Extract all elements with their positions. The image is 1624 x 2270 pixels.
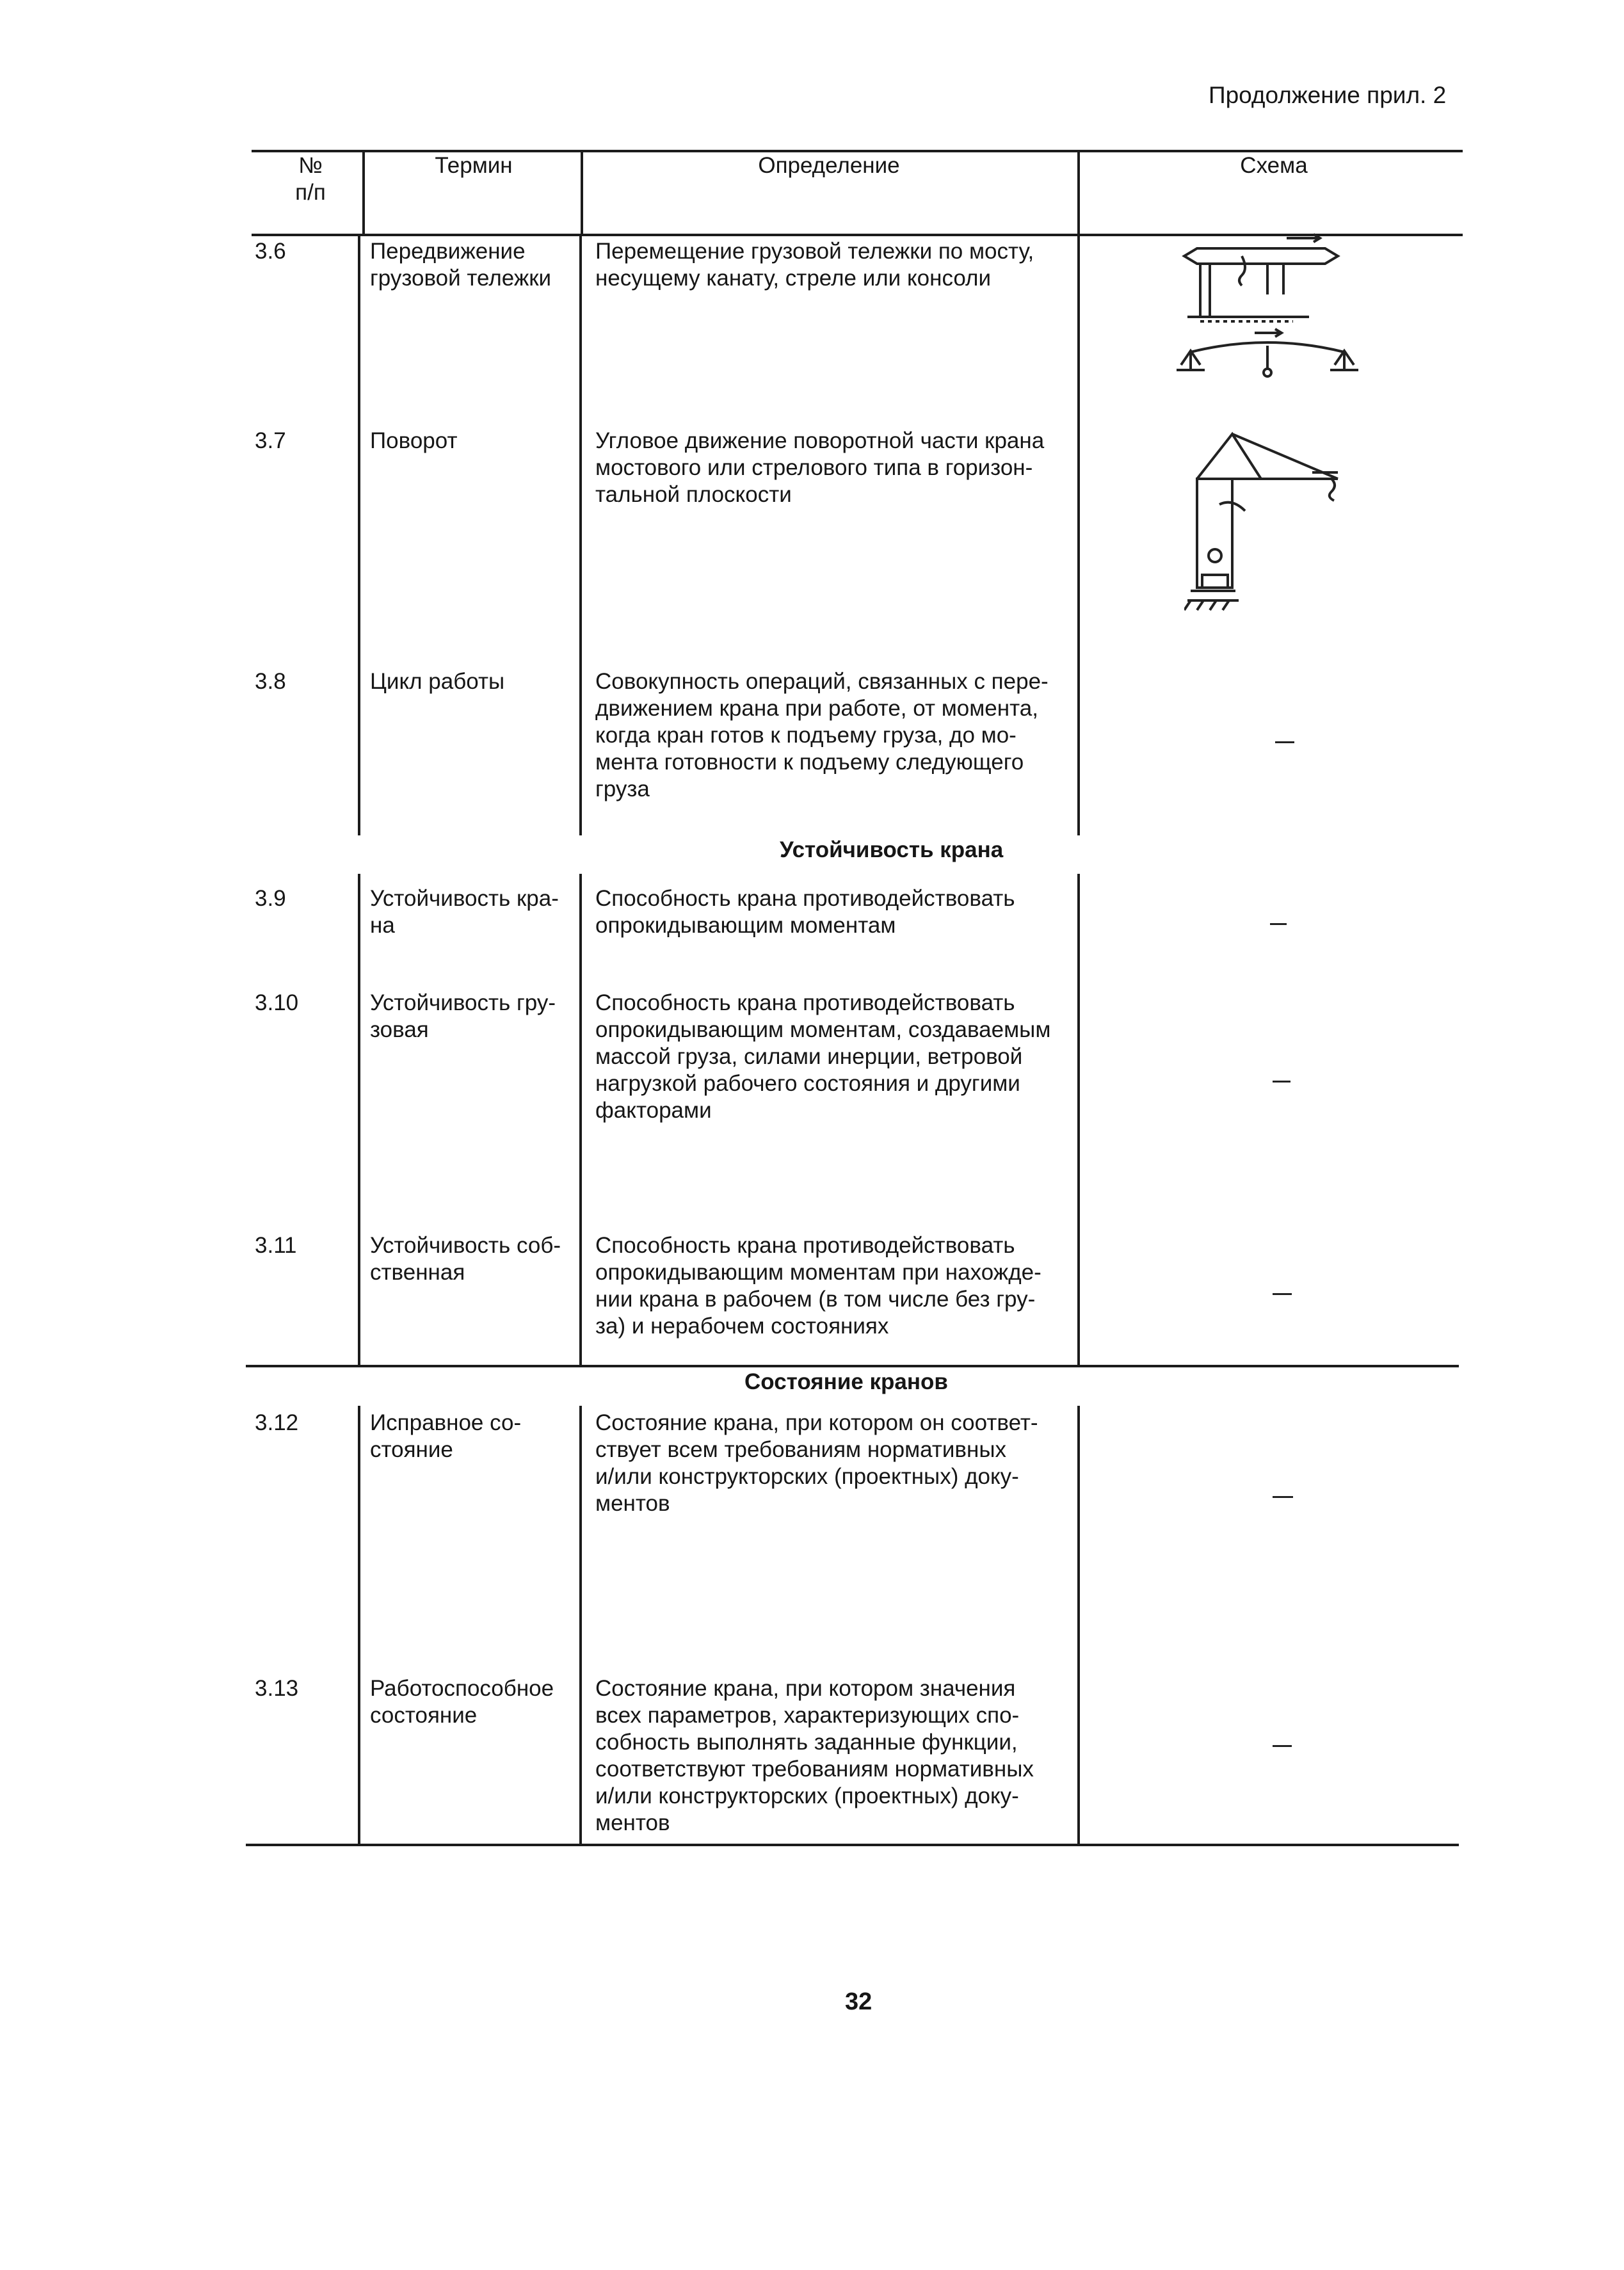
row-number: 3.13 [255,1676,299,1701]
dash-icon [1270,923,1287,925]
definition-line: груза [595,777,650,801]
definition-line: Способность крана противодействовать [595,1233,1015,1258]
col-divider [362,150,365,235]
row-term [370,885,581,939]
header-schema: Схема [1240,153,1308,178]
header-num-line1: № [298,153,323,178]
section-title-stability: Устойчивость крана [780,837,1004,862]
definition-line: Перемещение грузовой тележки по мосту, [595,239,1034,264]
term-line: Поворот [370,428,458,453]
row-definition [595,885,1095,939]
col-divider [358,874,360,1367]
definition-line: тальной плоскости [595,482,792,507]
col-divider [579,1406,582,1846]
term-line: Исправное со- [370,1410,522,1435]
row-definition [595,1675,1095,1837]
term-line: Цикл работы [370,669,505,694]
definition-line: нии крана в рабочем (в том числе без гру- [595,1287,1036,1312]
definition-line: опрокидывающим моментам при нахожде- [595,1260,1041,1285]
definition-line: и/или конструкторских (проектных) доку- [595,1464,1019,1489]
definition-line: движением крана при работе, от момента, [595,696,1038,721]
dash-icon [1273,1293,1292,1295]
definition-line: нагрузкой рабочего состояния и другими [595,1071,1020,1096]
trolley-movement-diagram-icon [1171,230,1363,384]
header-num [288,152,333,206]
row-definition [595,1410,1095,1517]
definition-line: мостового или стрелового типа в горизон- [595,455,1033,480]
term-line: состояние [370,1703,478,1728]
row-definition [595,1232,1095,1340]
term-line: Устойчивость соб- [370,1233,561,1258]
dash-icon [1275,741,1294,743]
row-term [370,1232,581,1286]
page-number: 32 [845,1988,872,2015]
header-term: Термин [435,153,513,178]
row-number: 3.8 [255,669,286,694]
definition-line: ментов [595,1491,670,1516]
col-divider [358,234,360,835]
row-number: 3.9 [255,886,286,911]
term-line: на [370,913,395,938]
dash-icon [1273,1496,1293,1498]
header-definition: Определение [758,153,900,178]
row-definition [595,238,1095,292]
col-divider [358,1406,360,1846]
term-line: стояние [370,1437,453,1462]
dash-icon [1273,1745,1292,1747]
definition-line: опрокидывающим моментам [595,913,896,938]
definition-line: за) и нерабочем состояниях [595,1314,889,1339]
col-divider [581,150,583,235]
definition-line: когда кран готов к подъему груза, до мо- [595,723,1017,748]
row-number: 3.11 [255,1233,297,1258]
term-line: Устойчивость кра- [370,886,559,911]
definition-line: ствует всем требованиям нормативных [595,1437,1007,1462]
row-definition [595,990,1095,1124]
term-line: Передвижение [370,239,526,264]
definition-line: всех параметров, характеризующих спо- [595,1703,1020,1728]
definition-line: Угловое движение поворотной части крана [595,428,1045,453]
row-number: 3.12 [255,1410,299,1435]
term-line: грузовой тележки [370,266,552,291]
row-term [370,1675,581,1729]
definition-line: опрокидывающим моментам, создаваемым [595,1017,1051,1042]
col-divider [579,874,582,1367]
row-definition [595,428,1095,508]
definition-line: факторами [595,1098,712,1123]
term-line: Устойчивость гру- [370,990,556,1015]
header-num-line2: п/п [295,180,326,205]
term-line: Работоспособное [370,1676,554,1701]
row-number: 3.10 [255,990,299,1015]
term-line: зовая [370,1017,429,1042]
definition-line: Способность крана противодействовать [595,886,1015,911]
table-bottom-rule [246,1844,1459,1846]
row-term [370,1410,581,1463]
definition-line: Состояние крана, при котором он соответ- [595,1410,1038,1435]
definition-line: Совокупность операций, связанных с пере- [595,669,1049,694]
continuation-label: Продолжение прил. 2 [1209,82,1447,108]
row-number: 3.6 [255,239,286,264]
definition-line: Способность крана противодействовать [595,990,1015,1015]
row-number: 3.7 [255,428,286,453]
definition-line: несущему канату, стреле или консоли [595,266,992,291]
definition-line: и/или конструкторских (проектных) доку- [595,1783,1019,1808]
definition-line: ментов [595,1810,670,1835]
definition-line: собность выполнять заданные функции, [595,1730,1018,1755]
definition-line: мента готовности к подъему следующего [595,750,1024,775]
col-divider [579,234,582,835]
row-definition [595,668,1095,803]
row-term [370,238,581,292]
crane-rotation-diagram-icon [1184,428,1363,613]
section-rule [246,1365,1459,1367]
definition-line: массой груза, силами инерции, ветровой [595,1044,1023,1069]
dash-icon [1273,1081,1290,1083]
term-line: ственная [370,1260,465,1285]
section-title-state: Состояние кранов [744,1369,948,1394]
definition-line: соответствуют требованиям нормативных [595,1757,1034,1782]
row-term [370,428,581,455]
definition-line: Состояние крана, при котором значения [595,1676,1016,1701]
row-term [370,668,581,695]
row-term [370,990,581,1043]
col-divider [1077,150,1080,235]
